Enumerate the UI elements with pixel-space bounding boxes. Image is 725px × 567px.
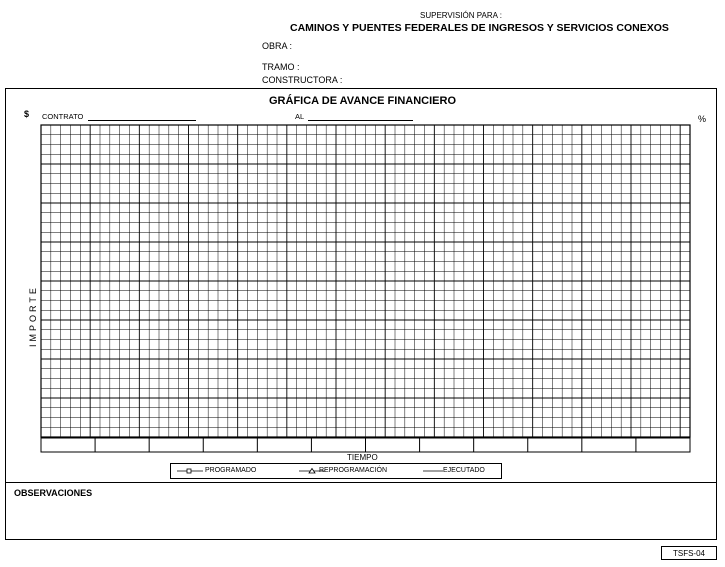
legend-programado: PROGRAMADO bbox=[205, 467, 257, 474]
currency-symbol: $ bbox=[24, 109, 30, 119]
legend-reprogramacion: REPROGRAMACIÓN bbox=[319, 467, 388, 474]
tramo-label: TRAMO : bbox=[262, 62, 300, 72]
constructora-label: CONSTRUCTORA : bbox=[262, 75, 343, 85]
form-id: TSFS-04 bbox=[661, 546, 717, 560]
contrato-label: CONTRATO bbox=[42, 112, 84, 121]
supervision-label: SUPERVISIÓN PARA : bbox=[420, 11, 502, 20]
obra-label: OBRA : bbox=[262, 41, 293, 51]
y-axis-label: IMPORTE bbox=[28, 285, 38, 347]
legend bbox=[170, 463, 502, 479]
organization-name: CAMINOS Y PUENTES FEDERALES DE INGRESOS Y SERVICIOS CONEXOS bbox=[290, 22, 669, 34]
observaciones-label: OBSERVACIONES bbox=[14, 488, 93, 498]
legend-ejecutado: EJECUTADO bbox=[443, 467, 485, 474]
percent-symbol: % bbox=[698, 114, 707, 124]
x-axis-label: TIEMPO bbox=[347, 453, 378, 462]
al-label: AL bbox=[295, 112, 305, 121]
chart-title: GRÁFICA DE AVANCE FINANCIERO bbox=[269, 95, 456, 107]
observaciones-box[interactable] bbox=[6, 482, 716, 539]
